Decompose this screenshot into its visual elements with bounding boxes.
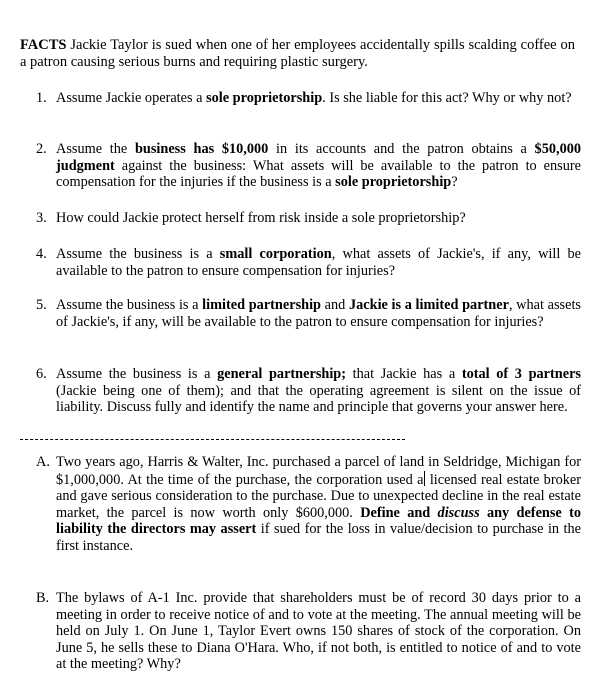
facts-paragraph [20, 37, 575, 70]
question-text: Assume the business has $10,000 in its accounts and the patron obtains a $50,000 judgment against the business: What assets will be available to the patron to ensure compensation for the injuries if the business is a sole proprietorship? [56, 141, 582, 190]
facts-text: Jackie Taylor is sued when one of her employees accidentally spills scalding coffee on a patron causing serious burns and requiring plastic surgery. [20, 37, 575, 70]
question-text: Assume the business is a general partnership; that Jackie has a total of 3 partners (Jackie being one of them); and that the operating agreement is silent on the issue of liability. Discuss fully and identify the name and principle that governs your answer here. [56, 366, 581, 415]
question-text: Assume the business is a small corporation, what assets of Jackie's, if any, will be available to the patron to ensure compensation for injuries? [56, 246, 581, 279]
case-label: A. [36, 454, 50, 470]
question-number: 6. [36, 366, 47, 382]
dashed-divider [20, 439, 405, 440]
question-text: Assume Jackie operates a sole proprietorship. Is she liable for this act? Why or why not? [56, 90, 572, 106]
case-a-text[interactable]: Two years ago, Harris & Walter, Inc. purchased a parcel of land in Seldridge, Michigan for $1,000,000. At the time of the purchase, the corporation used a licensed real estate broker and gave serious consideration to the purchase. Due to unexpected decline in the real estate market, the parcel is now worth only $600,000. Define and discuss any defense to liability the directors may assert if sued for the loss in value/decision to purchase in the first instance. [56, 454, 581, 554]
question-number: 2. [36, 141, 47, 157]
question-number: 4. [36, 246, 47, 262]
question-number: 3. [36, 210, 47, 226]
question-text: Assume the business is a limited partnership and Jackie is a limited partner, what assets of Jackie's, if any, will be available to the patron to ensure compensation for injuries? [56, 297, 581, 330]
question-number: 5. [36, 297, 47, 313]
case-label: B. [36, 590, 50, 606]
question-text: How could Jackie protect herself from risk inside a sole proprietorship? [56, 210, 466, 226]
facts-label: FACTS [20, 37, 67, 53]
case-b-text: The bylaws of A-1 Inc. provide that shareholders must be of record 30 days prior to a meeting in order to receive notice of and to vote at the meeting. The annual meeting will be held on July 1. On June 1, Taylor Evert owns 150 shares of stock of the corporation. On June 5, he sells these to Diana O'Hara. Who, if not both, is entitled to notice of and to vote at the meeting? Why? [56, 590, 581, 672]
question-number: 1. [36, 90, 47, 106]
